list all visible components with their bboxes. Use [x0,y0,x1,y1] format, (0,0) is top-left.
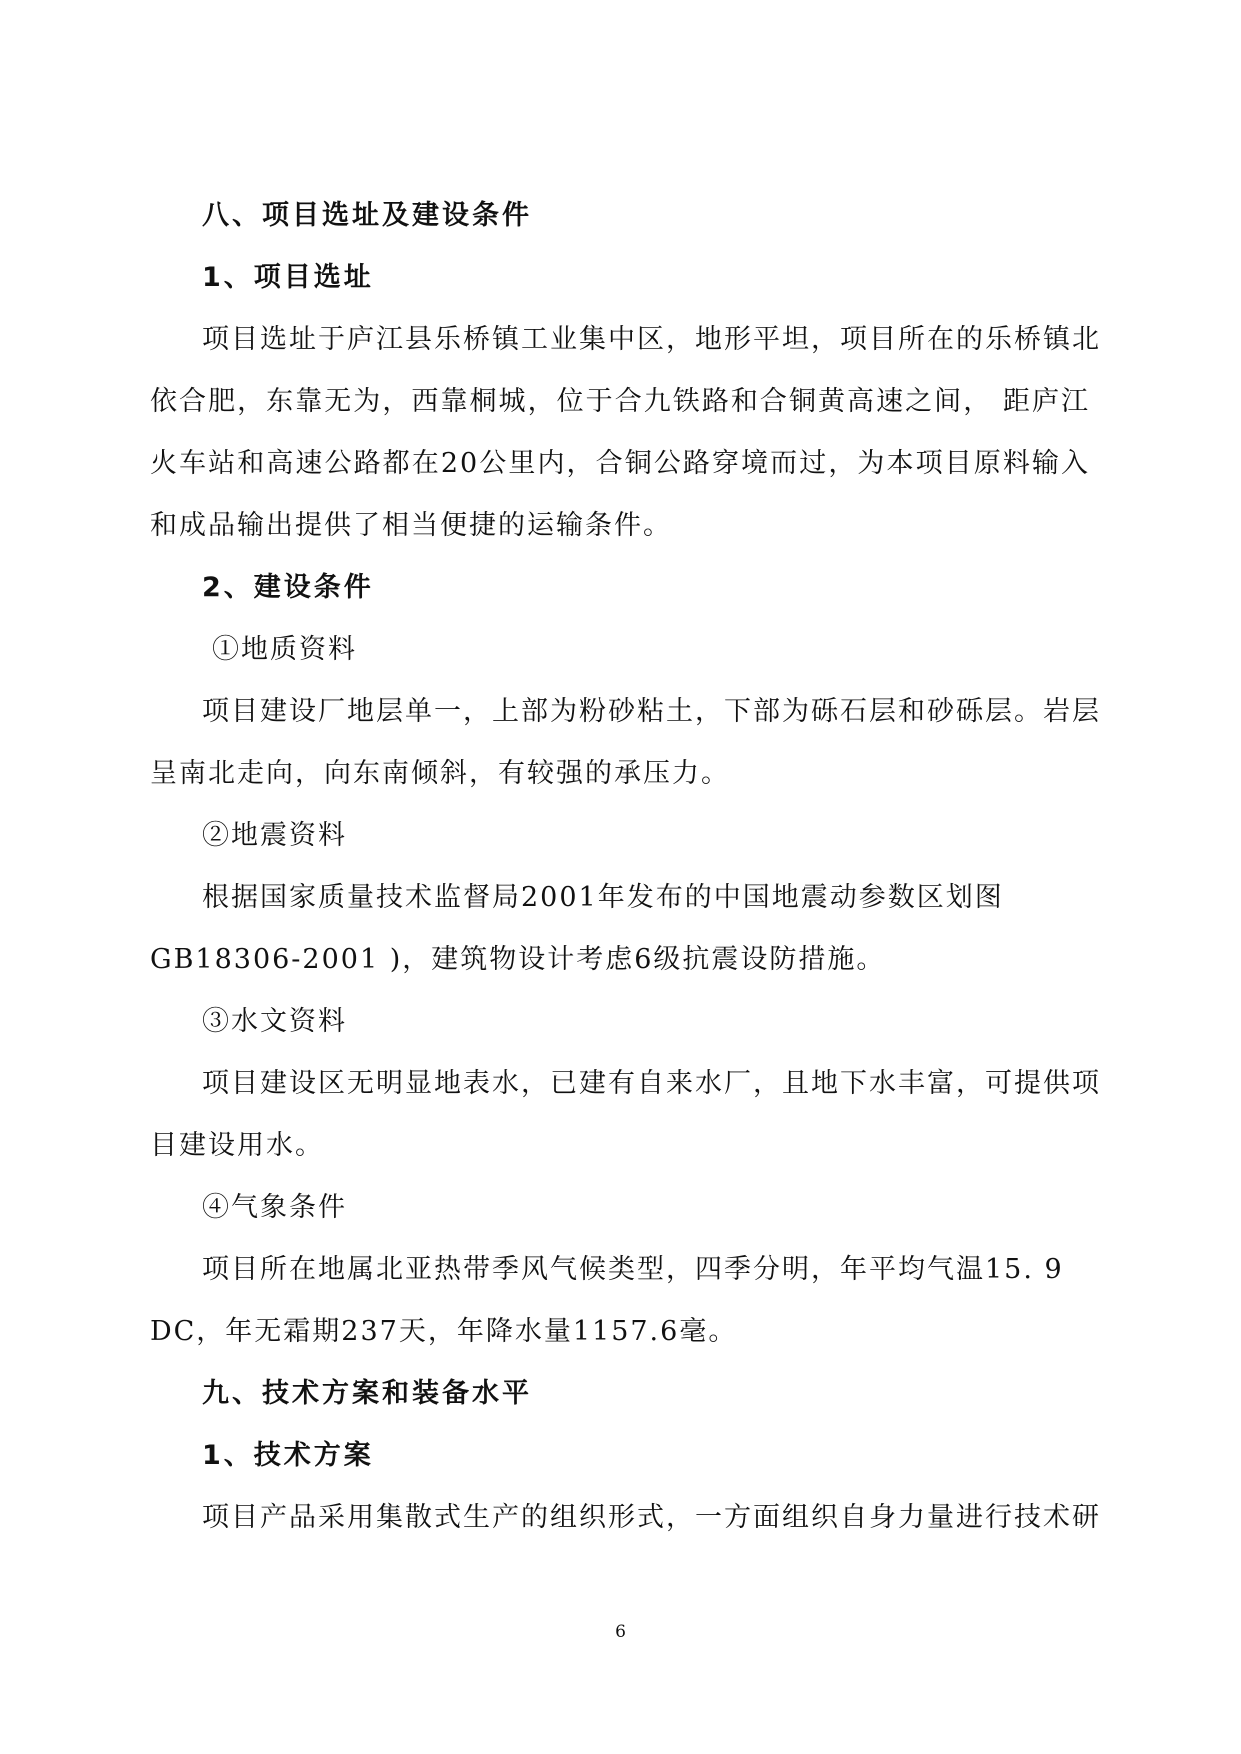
site-paragraph-line-1: 项目选址于庐江县乐桥镇工业集中区，地形平坦，项目所在的乐桥镇北 [202,324,1101,355]
hydrology-label: ③水文资料 [202,1006,347,1037]
site-paragraph-line-3: 火车站和高速公路都在20公里内，合铜公路穿境而过，为本项目原料输入 [150,448,1090,479]
site-paragraph-line-2: 依合肥，东靠无为，西靠桐城，位于合九铁路和合铜黄高速之间， 距庐江 [150,386,1090,417]
section-8-1-heading: 1、项目选址 [202,262,374,293]
hydrology-paragraph-line-1: 项目建设区无明显地表水，已建有自来水厂，且地下水丰富，可提供项 [202,1068,1101,1099]
geology-label: ①地质资料 [212,634,357,665]
section-9-heading: 九、技术方案和装备水平 [202,1378,532,1409]
seismic-paragraph-line-2: GB18306-2001 )，建筑物设计考虑6级抗震设防措施。 [150,944,886,975]
tech-paragraph-line-1: 项目产品采用集散式生产的组织形式，一方面组织自身力量进行技术研 [202,1502,1101,1533]
hydrology-paragraph-line-2: 目建设用水。 [150,1130,324,1161]
climate-paragraph-line-1: 项目所在地属北亚热带季风气候类型，四季分明，年平均气温15. 9 [202,1254,1064,1285]
page-number: 6 [615,1622,626,1642]
seismic-paragraph-line-1: 根据国家质量技术监督局2001年发布的中国地震动参数区划图 [202,882,1004,913]
site-paragraph-line-4: 和成品输出提供了相当便捷的运输条件。 [150,510,672,541]
geology-paragraph-line-1: 项目建设厂地层单一，上部为粉砂粘土，下部为砾石层和砂砾层。岩层 [202,696,1101,727]
section-8-2-heading: 2、建设条件 [202,572,374,603]
climate-paragraph-line-2: DC，年无霜期237天，年降水量1157.6毫。 [150,1316,738,1347]
geology-paragraph-line-2: 呈南北走向，向东南倾斜，有较强的承压力。 [150,758,730,789]
section-9-1-heading: 1、技术方案 [202,1440,374,1471]
climate-label: ④气象条件 [202,1192,347,1223]
seismic-label: ②地震资料 [202,820,347,851]
section-8-heading: 八、项目选址及建设条件 [202,200,532,231]
